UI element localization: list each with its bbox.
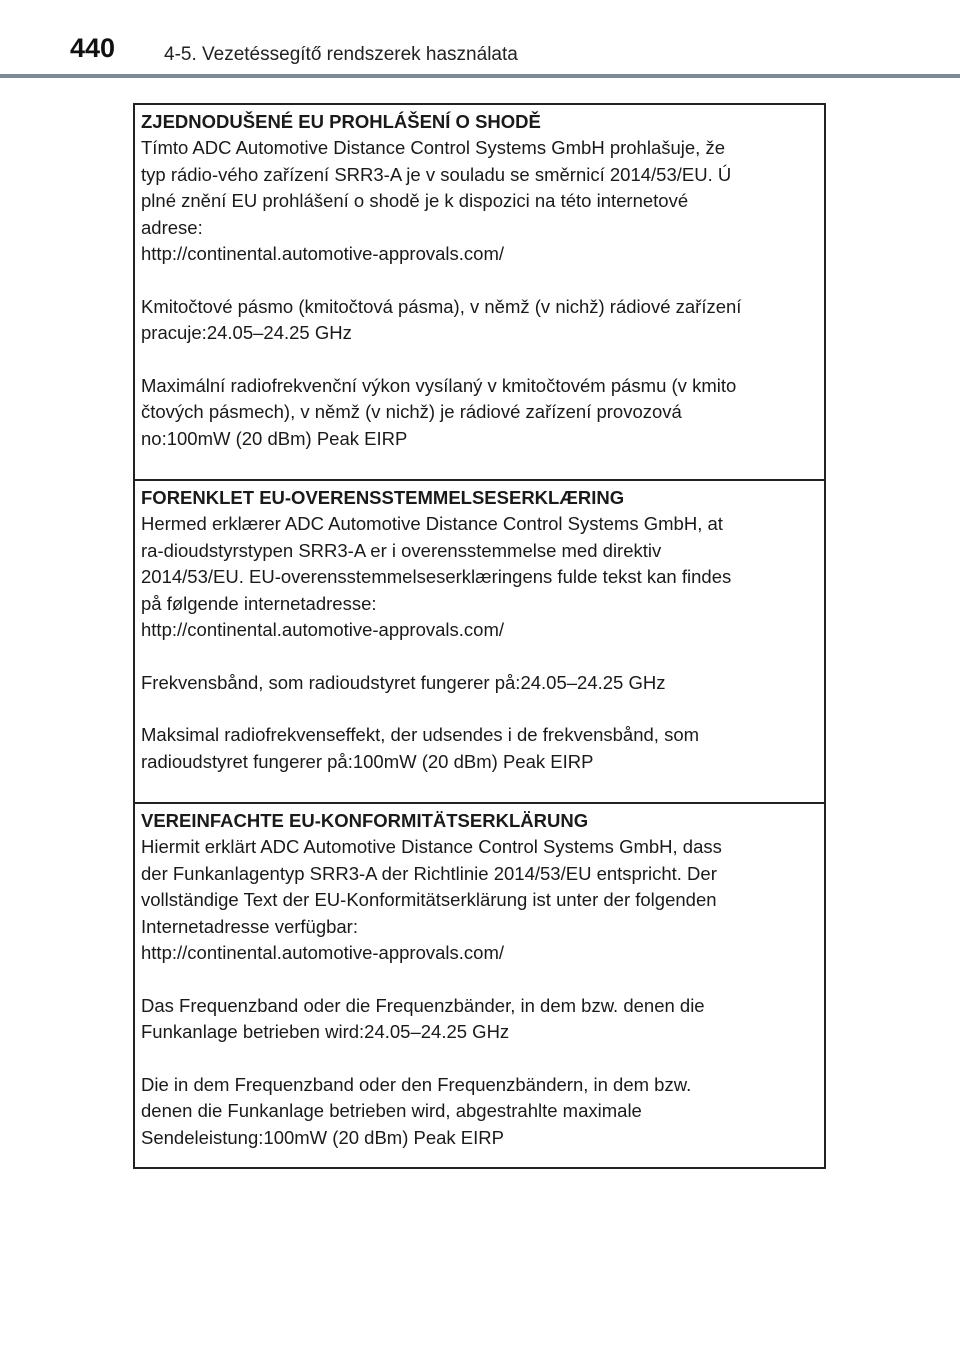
text-line: ra-dioudstyrstypen SRR3-A er i overensstemmelse med direktiv: [141, 539, 662, 561]
text-line: typ rádio-vého zařízení SRR3-A je v souladu se směrnicí 2014/53/EU. Ú: [141, 163, 732, 185]
text-line: Frekvensbånd, som radioudstyret fungerer på:24.05–24.25 GHz: [141, 671, 666, 693]
declaration-text: [141, 834, 818, 967]
text-line: plné znění EU prohlášení o shodě je k dispozici na této internetové: [141, 190, 689, 211]
text-line: Maximální radiofrekvenční výkon vysílaný v kmitočtovém pásmu (v kmito: [141, 374, 737, 396]
url-text: http://continental.automotive-approvals.com/: [141, 619, 504, 640]
text-line: denen die Funkanlage betrieben wird, abgestrahlte maximale: [141, 1100, 642, 1121]
text-line: no:100mW (20 dBm) Peak EIRP: [141, 427, 408, 449]
declaration-table: [133, 103, 826, 1169]
text-line: Hermed erklærer ADC Automotive Distance Control Systems GmbH, at: [141, 513, 723, 534]
text-line: på følgende internetadresse:: [141, 592, 377, 614]
text-line: Internetadresse verfügbar:: [141, 915, 358, 937]
frequency-text: [141, 294, 818, 347]
page-number: 440: [70, 33, 116, 63]
power-text: [141, 722, 818, 775]
declaration-cell-dk: [135, 479, 824, 800]
text-line: adrese:: [141, 216, 203, 238]
text-line: vollständige Text der EU-Konformitätserklärung ist unter der folgenden: [141, 889, 717, 910]
declaration-text: [141, 135, 818, 268]
text-line: čtových pásmech), v němž (v nichž) je rádiové zařízení provozová: [141, 401, 682, 422]
declaration-cell-de: [135, 802, 824, 1167]
text-line: radioudstyret fungerer på:100mW (20 dBm) Peak EIRP: [141, 750, 594, 772]
frequency-text: [141, 993, 818, 1046]
url-text: http://continental.automotive-approvals.com/: [141, 942, 504, 963]
declaration-heading: FORENKLET EU-OVERENSSTEMMELSESERKLÆRING: [141, 487, 625, 508]
text-line: Sendeleistung:100mW (20 dBm) Peak EIRP: [141, 1126, 504, 1148]
section-title: 4-5. Vezetéssegítő rendszerek használata: [164, 44, 518, 65]
url-text: http://continental.automotive-approvals.com/: [141, 243, 504, 264]
text-line: der Funkanlagentyp SRR3-A der Richtlinie 2014/53/EU entspricht. Der: [141, 862, 717, 884]
text-line: Hiermit erklärt ADC Automotive Distance Control Systems GmbH, dass: [141, 836, 722, 857]
text-line: Die in dem Frequenzband oder den Frequenzbändern, in dem bzw.: [141, 1073, 692, 1095]
frequency-text: [141, 670, 818, 697]
declaration-text: [141, 511, 818, 644]
header-rule: [0, 74, 960, 78]
declaration-heading: VEREINFACHTE EU-KONFORMITÄTSERKLÄRUNG: [141, 810, 589, 831]
power-text: [141, 373, 818, 453]
power-text: [141, 1072, 818, 1152]
text-line: pracuje:24.05–24.25 GHz: [141, 322, 352, 343]
text-line: Funkanlage betrieben wird:24.05–24.25 GHz: [141, 1021, 510, 1042]
text-line: Kmitočtové pásmo (kmitočtová pásma), v němž (v nichž) rádiové zařízení: [141, 295, 742, 317]
text-line: 2014/53/EU. EU-overensstemmelseserklæringens fulde tekst kan findes: [141, 566, 732, 587]
text-line: Tímto ADC Automotive Distance Control Systems GmbH prohlašuje, že: [141, 137, 725, 158]
declaration-cell-cz: [135, 105, 824, 477]
declaration-heading: ZJEDNODUŠENÉ EU PROHLÁŠENÍ O SHODĚ: [141, 111, 541, 132]
text-line: Das Frequenzband oder die Frequenzbänder, in dem bzw. denen die: [141, 994, 705, 1016]
text-line: Maksimal radiofrekvenseffekt, der udsendes i de frekvensbånd, som: [141, 724, 700, 745]
page-header: [0, 0, 960, 80]
